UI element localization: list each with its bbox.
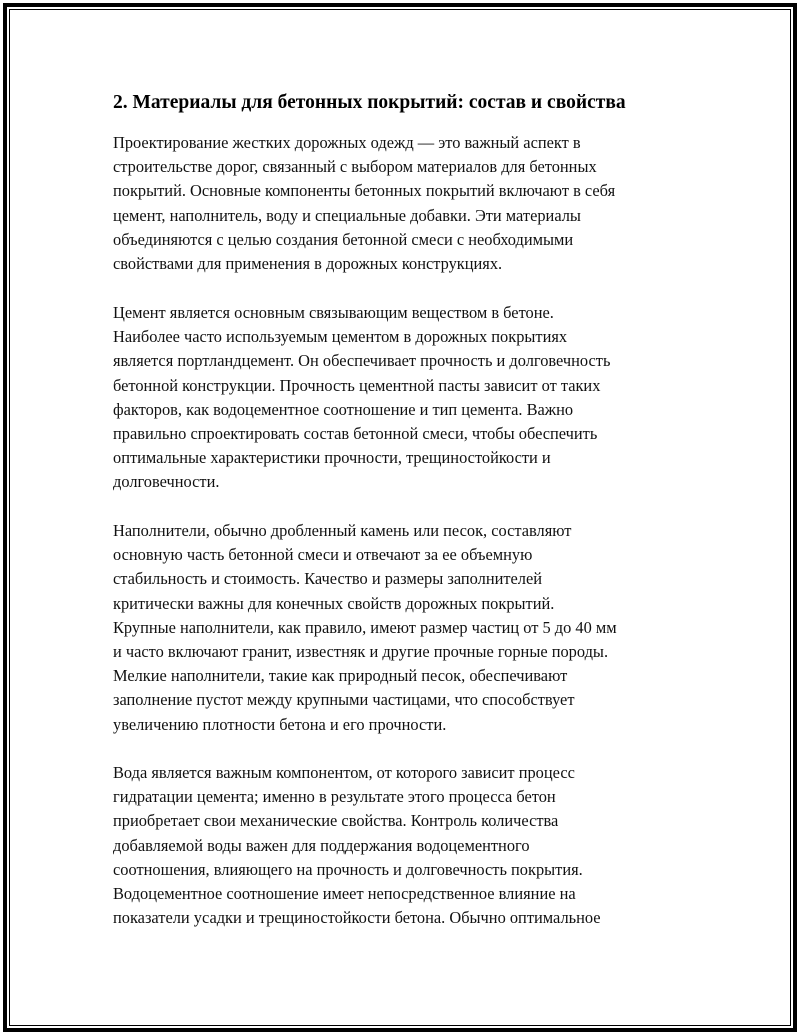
paragraph-line: Вода является важным компонентом, от которого зависит процесс xyxy=(113,763,575,782)
paragraph-intro xyxy=(113,131,683,276)
paragraph-line: объединяются с целью создания бетонной смеси с необходимыми xyxy=(113,229,574,249)
paragraph-line: стабильность и стоимость. Качество и размеры заполнителей xyxy=(113,569,543,589)
paragraph-line: Наполнители, обычно дробленный камень или песок, составляют xyxy=(113,521,572,540)
paragraph-line: соотношения, влияющего на прочность и долговечность покрытия. xyxy=(113,859,583,879)
paragraph-line: Крупные наполнители, как правило, имеют размер частиц от 5 до 40 мм xyxy=(113,617,617,637)
paragraph-line: заполнение пустот между крупными частицами, что способствует xyxy=(113,690,575,710)
paragraph-line: показатели усадки и трещиностойкости бетона. Обычно оптимальное xyxy=(113,908,601,928)
paragraph-line: гидратации цемента; именно в результате этого процесса бетон xyxy=(113,787,556,807)
paragraph-line: долговечности. xyxy=(113,472,220,492)
paragraph-line: строительстве дорог, связанный с выбором материалов для бетонных xyxy=(113,157,597,177)
paragraph-line: Водоцементное соотношение имеет непосредственное влияние на xyxy=(113,884,576,904)
paragraph-line: цемент, наполнитель, воду и специальные добавки. Эти материалы xyxy=(113,205,581,225)
paragraph-line: покрытий. Основные компоненты бетонных покрытий включают в себя xyxy=(113,181,616,201)
paragraph-line: и часто включают гранит, известняк и другие прочные горные породы. xyxy=(113,642,609,662)
paragraph-line: факторов, как водоцементное соотношение и тип цемента. Важно xyxy=(113,399,574,419)
paragraph-line: оптимальные характеристики прочности, трещиностойкости и xyxy=(113,448,551,468)
paragraph-line: приобретает свои механические свойства. Контроль количества xyxy=(113,811,559,831)
paragraph-line: свойствами для применения в дорожных конструкциях. xyxy=(113,254,503,274)
paragraph-line: основную часть бетонной смеси и отвечают за ее объемную xyxy=(113,545,533,565)
paragraph-line: правильно спроектировать состав бетонной смеси, чтобы обеспечить xyxy=(113,424,598,444)
paragraph-aggregates xyxy=(113,519,683,737)
section-heading: 2. Материалы для бетонных покрытий: состав и свойства xyxy=(113,92,626,113)
document-content xyxy=(113,89,683,928)
paragraph-water xyxy=(113,761,683,930)
paragraph-line: Наиболее часто используемым цементом в дорожных покрытиях xyxy=(113,327,568,347)
paragraph-line: является портландцемент. Он обеспечивает прочность и долговечность xyxy=(113,351,611,371)
paragraph-line: Цемент является основным связывающим веществом в бетоне. xyxy=(113,303,554,322)
paragraph-line: Мелкие наполнители, такие как природный песок, обеспечивают xyxy=(113,666,568,686)
paragraph-line: критически важны для конечных свойств дорожных покрытий. xyxy=(113,593,555,613)
paragraph-line: увеличению плотности бетона и его прочности. xyxy=(113,714,447,734)
paragraph-line: добавляемой воды важен для поддержания водоцементного xyxy=(113,835,530,855)
paragraph-cement xyxy=(113,301,683,495)
paragraph-line: бетонной конструкции. Прочность цементной пасты зависит от таких xyxy=(113,375,601,395)
paragraph-line: Проектирование жестких дорожных одежд — это важный аспект в xyxy=(113,133,581,152)
